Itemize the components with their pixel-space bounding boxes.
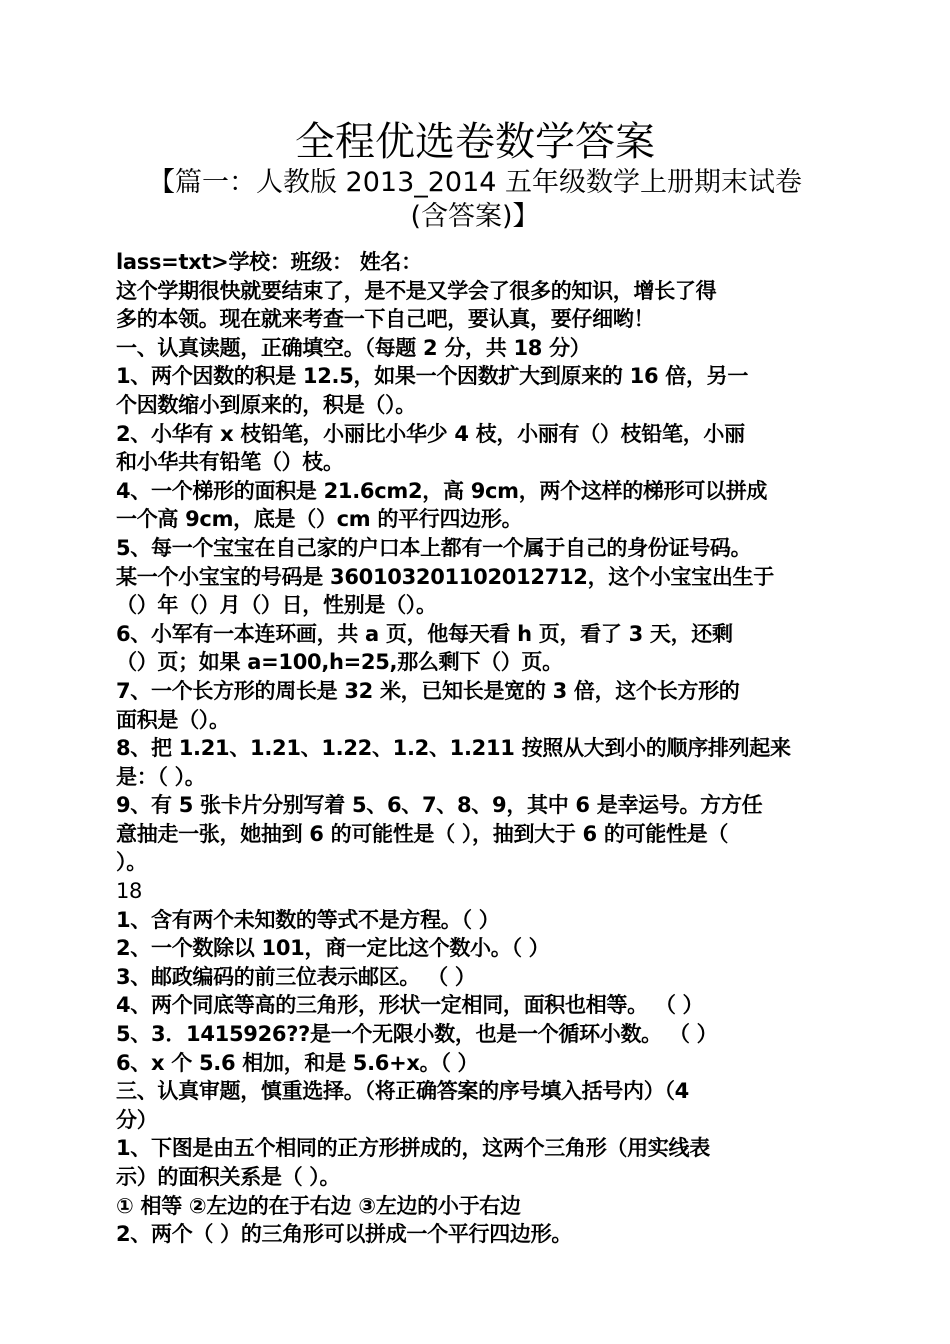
question-line: （）年（）月（）日，性别是（）。 (116, 593, 437, 618)
question-line: 1、含有两个未知数的等式不是方程。（ ） (116, 907, 500, 932)
document-subtitle (90, 166, 860, 234)
text-line: lass=txt>学校：班级： 姓名： (116, 250, 422, 274)
question-line: 和小华共有铅笔（）枝。 (116, 450, 344, 475)
text-line: 这个学期很快就要结束了，是不是又学会了很多的知识，增长了得 (116, 278, 717, 303)
question-line: 4、两个同底等高的三角形，形状一定相同，面积也相等。 （ ） (116, 993, 704, 1018)
answer-options: ① 相等 ②左边的在于右边 ③左边的小于右边 (116, 1193, 521, 1218)
question-line: 个因数缩小到原来的，积是（）。 (116, 392, 416, 417)
question-line: 2、两个（ ）的三角形可以拼成一个平行四边形。 (116, 1222, 573, 1247)
document-title: 全程优选卷数学答案 (295, 119, 655, 165)
question-line: 8、把 1.21、1.21、1.22、1.2、1.211 按照从大到小的顺序排列起来 (116, 736, 791, 761)
section-heading: 三、认真审题，慎重选择。（将正确答案的序号填入括号内）（4 (116, 1079, 689, 1104)
question-line: 2、小华有 x 枝铅笔，小丽比小华少 4 枝，小丽有（）枝铅笔，小丽 (116, 421, 745, 446)
question-line: 1、两个因数的积是 12.5，如果一个因数扩大到原来的 16 倍，另一 (116, 364, 749, 389)
question-line: 4、一个梯形的面积是 21.6cm2，高 9cm，两个这样的梯形可以拼成 (116, 478, 768, 503)
question-line: 5、3．1415926??是一个无限小数，也是一个循环小数。 （ ） (116, 1022, 718, 1047)
question-line: 9、有 5 张卡片分别写着 5、6、7、8、9，其中 6 是幸运号。方方任 (116, 793, 763, 818)
section-heading: 一、认真读题，正确填空。（每题 2 分，共 18 分） (116, 335, 591, 360)
question-line: 是：（ ）。 (116, 764, 206, 789)
question-line: 意抽走一张，她抽到 6 的可能性是（ ），抽到大于 6 的可能性是（ (116, 821, 729, 846)
text-line: 18 (116, 879, 143, 904)
question-line: 某一个小宝宝的号码是 360103201102012712，这个小宝宝出生于 (116, 564, 774, 589)
question-line: 1、下图是由五个相同的正方形拼成的，这两个三角形（用实线表 (116, 1136, 710, 1161)
question-line: 面积是（）。 (116, 707, 230, 732)
question-line: 6、小军有一本连环画，共 a 页，他每天看 h 页，看了 3 天，还剩 (116, 621, 733, 646)
question-line: 3、邮政编码的前三位表示邮区。 （ ） (116, 964, 476, 989)
question-line: 6、x 个 5.6 相加，和是 5.6+x。（ ） (116, 1050, 479, 1075)
question-line: 一个高 9cm，底是（）cm 的平行四边形。 (116, 507, 523, 532)
question-line: （）页；如果 a=100,h=25,那么剩下（）页。 (116, 650, 563, 675)
question-line: 7、一个长方形的周长是 32 米，已知长是宽的 3 倍，这个长方形的 (116, 678, 740, 703)
question-line: 示）的面积关系是（ ）。 (116, 1165, 341, 1189)
text-line: 多的本领。现在就来考查一下自己吧，要认真，要仔细哟！ (116, 307, 655, 332)
question-line: 5、每一个宝宝在自己家的户口本上都有一个属于自己的身份证号码。 (116, 535, 752, 560)
subtitle-line-1: 【篇一：人教版 2013_2014 五年级数学上册期末试卷 (147, 167, 803, 198)
subtitle-line-2: (含答案)】 (410, 201, 540, 232)
section-heading: 分） (116, 1107, 158, 1132)
question-line: 2、一个数除以 101，商一定比这个数小。（ ） (116, 936, 550, 961)
document-body (116, 248, 846, 1249)
question-line: ）。 (116, 850, 147, 875)
